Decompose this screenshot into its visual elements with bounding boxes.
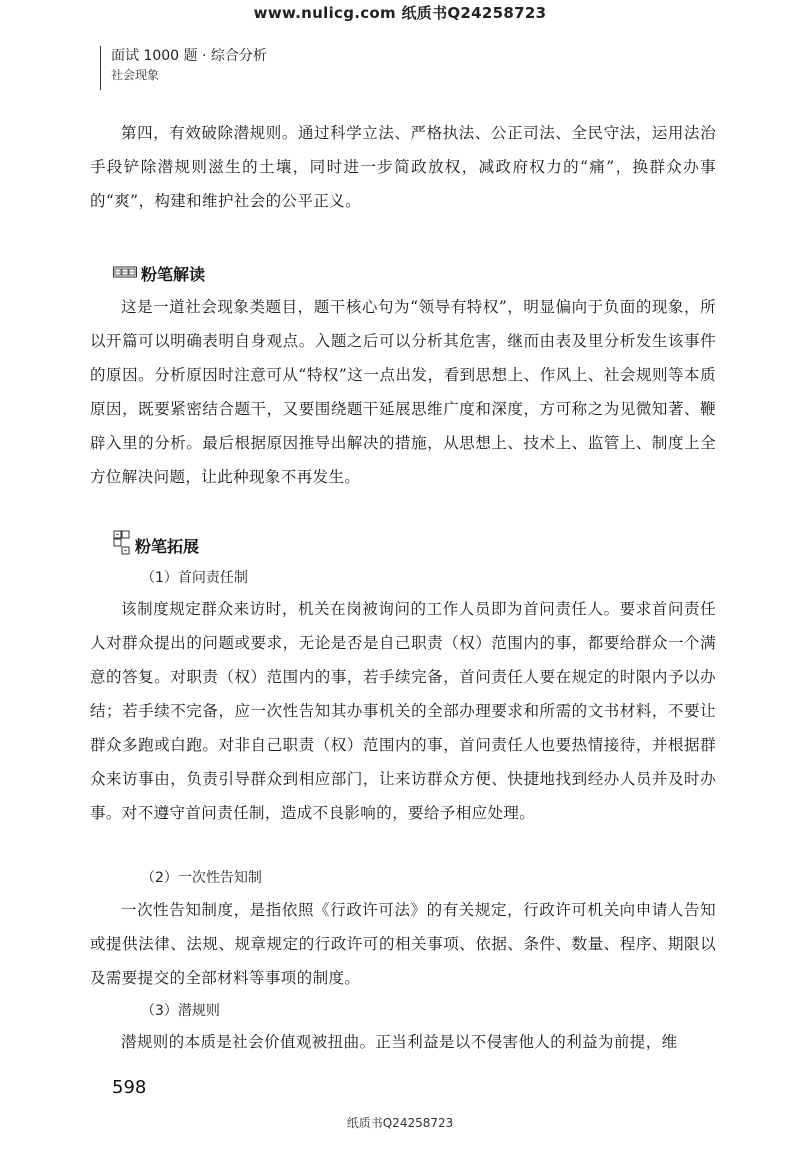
top-watermark: www.nulicg.com 纸质书Q24258723	[253, 4, 547, 22]
extension-title: 粉笔拓展	[135, 536, 200, 556]
page-number: 598	[112, 1077, 147, 1098]
analysis-heading	[113, 262, 205, 285]
extension-heading	[113, 530, 199, 560]
book-analysis-icon	[113, 264, 137, 283]
book-title: 面试 1000 题 · 综合分析	[111, 48, 267, 64]
chapter-subtitle: 社会现象	[111, 68, 160, 82]
extension-item-heading: （3）潜规则	[141, 1003, 220, 1019]
running-head	[100, 46, 267, 90]
analysis-title: 粉笔解读	[141, 265, 206, 284]
intro-paragraph: 第四，有效破除潜规则。通过科学立法、严格执法、公正司法、全民守法，运用法治手段铲除潜规则滋生的土壤，同时进一步简政放权，减政府权力的“痛”，换群众办事的“爽”，构建和维护社会的公平正义。	[90, 124, 716, 210]
extension-item-paragraph: 一次性告知制度，是指依照《行政许可法》的有关规定，行政许可机关向申请人告知或提供法律、法规、规章规定的行政许可的相关事项、依据、条件、数量、程序、期限以及需要提交的全部材料等事项的制度。	[90, 901, 716, 987]
extension-item-heading: （1）首问责任制	[141, 570, 248, 586]
expand-grid-icon	[113, 530, 131, 560]
extension-item-heading: （2）一次性告知制	[141, 870, 262, 886]
extension-item-paragraph: 该制度规定群众来访时，机关在岗被询问的工作人员即为首问责任人。要求首问责任人对群众提出的问题或要求，无论是否是自己职责（权）范围内的事，都要给群众一个满意的答复。对职责（权）范围内的事，若手续完备，首问责任人要在规定的时限内予以办结；若手续不完备，应一次性告知其办事机关的全部办理要求和所需的文书材料，不要让群众多跑或白跑。对非自己职责（权）范围内的事，首问责任人也要热情接待，并根据群众来访事由，负责引导群众到相应部门，让来访群众方便、快捷地找到经办人员并及时办事。对不遵守首问责任制，造成不良影响的，要给予相应处理。	[90, 600, 716, 822]
extension-item-paragraph: 潜规则的本质是社会价值观被扭曲。正当利益是以不侵害他人的利益为前提，维	[121, 1033, 678, 1051]
analysis-paragraph: 这是一道社会现象类题目，题干核心句为“领导有特权”，明显偏向于负面的现象，所以开篇可以明确表明自身观点。入题之后可以分析其危害，继而由表及里分析发生该事件的原因。分析原因时注意可从“特权”这一点出发，看到思想上、作风上、社会规则等本质原因，既要紧密结合题干，又要围绕题干延展思维广度和深度，方可称之为见微知著、鞭辟入里的分析。最后根据原因推导出解决的措施，从思想上、技术上、监管上、制度上全方位解决问题，让此种现象不再发生。	[90, 298, 716, 486]
bottom-watermark: 纸质书Q24258723	[346, 1116, 454, 1130]
